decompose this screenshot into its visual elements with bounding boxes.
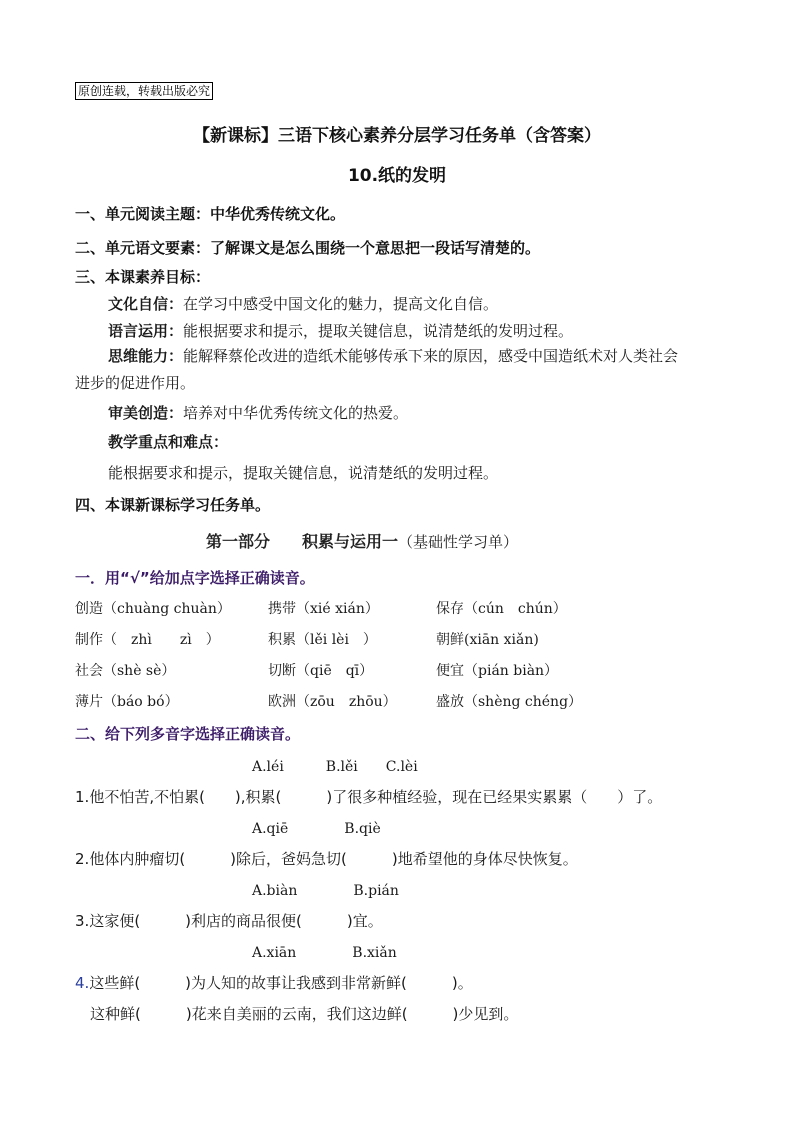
question-item-line-2: 这种鲜( )花来自美丽的云南，我们这边鲜( )少见到。 bbox=[90, 1005, 519, 1023]
goal-thinking-cont bbox=[75, 372, 195, 393]
pinyin-item: 制作（ zhì zì ） bbox=[75, 632, 220, 648]
pinyin-item: 积累（lěi lèi ） bbox=[268, 632, 377, 648]
answer-options: A.qiē B.qiè bbox=[252, 821, 381, 837]
goal-text: 在学习中感受中国文化的魅力，提高文化自信。 bbox=[183, 295, 499, 313]
answer-options: A.léi B.lěi C.lèi bbox=[252, 759, 418, 775]
item-number: 3. bbox=[75, 912, 90, 930]
item-number: 4. bbox=[75, 974, 90, 992]
goal-label: 文化自信： bbox=[108, 295, 184, 313]
goal-language bbox=[108, 320, 573, 341]
goal-text: 进步的促进作用。 bbox=[75, 374, 196, 392]
part-one-title bbox=[206, 529, 518, 552]
section-1-heading: 一、单元阅读主题：中华优秀传统文化。 bbox=[75, 205, 346, 223]
key-points-text: 能根据要求和提示，提取关键信息，说清楚纸的发明过程。 bbox=[108, 464, 499, 482]
lesson-title: 10.纸的发明 bbox=[347, 166, 447, 186]
section-2-heading: 二、单元语文要素：了解课文是怎么围绕一个意思把一段话写清楚的。 bbox=[75, 239, 541, 257]
item-text: 他不怕苦,不怕累( ),积累( )了很多种植经验，现在已经果实累累（ ）了。 bbox=[89, 788, 663, 806]
item-text: 他体内肿瘤切( )除后，爸妈急切( )地希望他的身体尽快恢复。 bbox=[89, 850, 578, 868]
question-item bbox=[75, 848, 578, 869]
question-item bbox=[75, 972, 473, 993]
question-1-title: 一．用“√”给加点字选择正确读音。 bbox=[75, 569, 315, 587]
goal-text: 能根据要求和提示，提取关键信息，说清楚纸的发明过程。 bbox=[183, 322, 574, 340]
pinyin-item: 保存（cún chún） bbox=[436, 601, 567, 617]
copyright-notice: 原创连载，转载出版必究 bbox=[75, 82, 213, 100]
pinyin-item: 创造（chuàng chuàn） bbox=[75, 601, 231, 617]
goal-aesthetic bbox=[108, 402, 408, 423]
goal-text: 能解释蔡伦改进的造纸术能够传承下来的原因，感受中国造纸术对人类社会 bbox=[183, 347, 679, 365]
question-2-title: 二、给下列多音字选择正确读音。 bbox=[75, 725, 301, 743]
section-3-heading: 三、本课素养目标： bbox=[75, 268, 211, 286]
part-subtitle: （基础性学习单） bbox=[398, 533, 519, 551]
pinyin-item: 盛放（shèng chéng） bbox=[436, 694, 583, 710]
answer-options: A.biàn B.pián bbox=[252, 883, 399, 899]
question-item bbox=[75, 786, 662, 807]
pinyin-item: 朝鲜(xiān xiǎn) bbox=[436, 632, 539, 648]
answer-options: A.xiān B.xiǎn bbox=[252, 945, 397, 961]
pinyin-item: 携带（xié xián） bbox=[268, 601, 379, 617]
key-points-heading: 教学重点和难点： bbox=[108, 433, 229, 451]
question-item bbox=[75, 910, 383, 931]
goal-label: 思维能力： bbox=[108, 347, 184, 365]
item-text: 这些鲜( )为人知的故事让我感到非常新鲜( )。 bbox=[89, 974, 473, 992]
item-number: 2. bbox=[75, 850, 90, 868]
item-text: 这家便( )利店的商品很便( )宜。 bbox=[89, 912, 383, 930]
goal-culture bbox=[108, 293, 498, 314]
part-title: 第一部分 积累与运用一 bbox=[206, 532, 399, 551]
pinyin-item: 薄片（báo bó） bbox=[75, 694, 179, 710]
pinyin-item: 欧洲（zōu zhōu） bbox=[268, 694, 397, 710]
pinyin-item: 便宜（pián biàn） bbox=[436, 663, 559, 679]
goal-text: 培养对中华优秀传统文化的热爱。 bbox=[183, 404, 409, 422]
goal-label: 语言运用： bbox=[108, 322, 184, 340]
pinyin-item: 社会（shè sè） bbox=[75, 663, 176, 679]
goal-label: 审美创造： bbox=[108, 404, 184, 422]
item-number: 1. bbox=[75, 788, 90, 806]
goal-thinking bbox=[108, 345, 678, 366]
section-4-heading: 四、本课新课标学习任务单。 bbox=[75, 496, 271, 514]
page-title: 【新课标】三语下核心素养分层学习任务单（含答案） bbox=[193, 126, 601, 146]
pinyin-item: 切断（qiē qī） bbox=[268, 663, 374, 679]
